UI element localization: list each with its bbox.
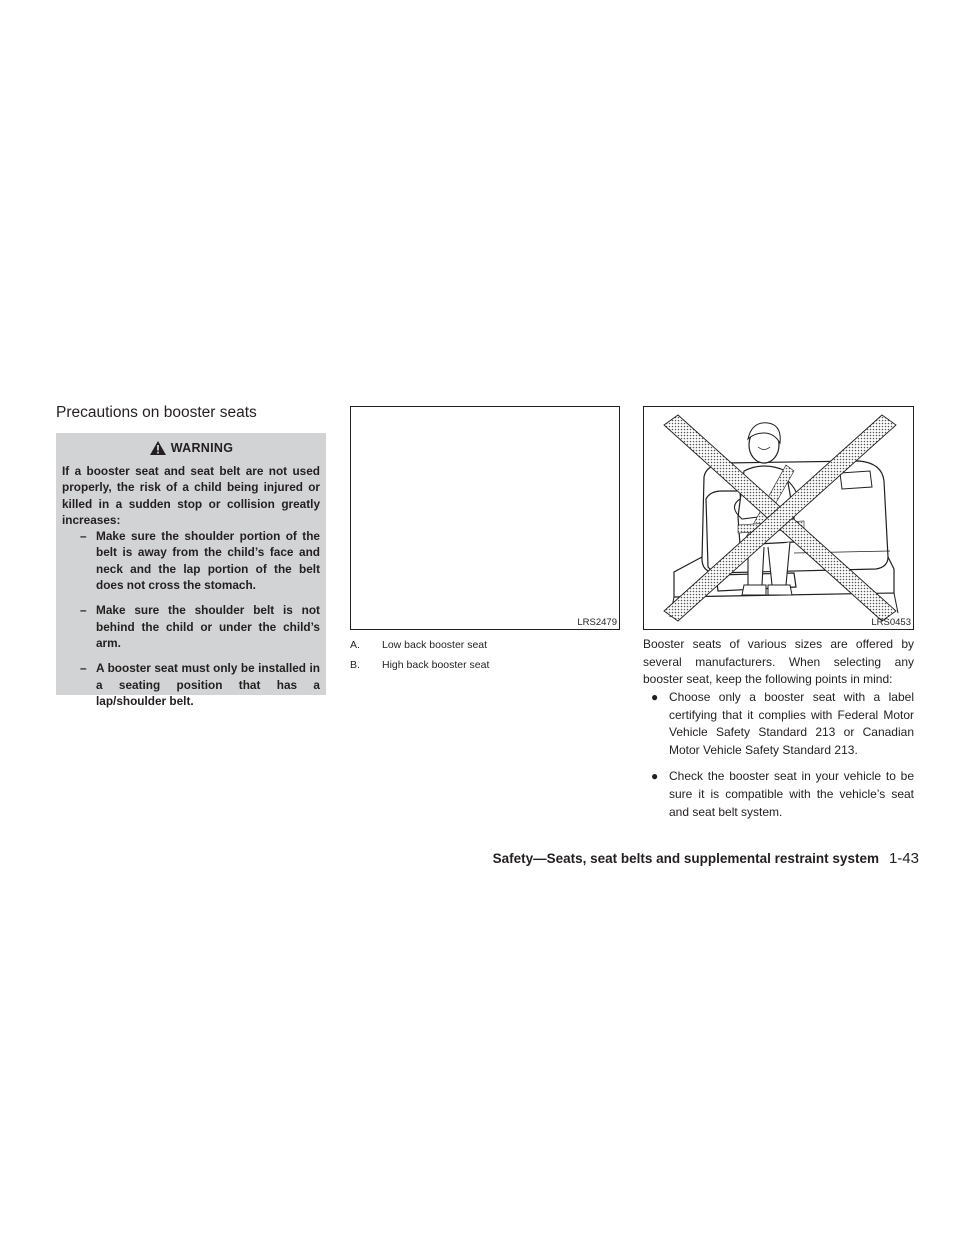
caption-text: Low back booster seat [382,639,488,651]
bullet-list [643,689,914,830]
caption-item [350,638,620,652]
warning-label: WARNING [170,441,234,455]
dash-marker: – [80,529,87,544]
warning-item [62,528,320,593]
dash-marker: – [80,603,87,618]
warning-triangle-icon [149,440,167,456]
caption-item [350,658,620,672]
bullet-marker: ● [651,769,659,784]
figure-code: LRS0453 [871,617,911,628]
warning-intro: If a booster seat and seat belt are not used properly, the risk of a child being injured or killed in a sudden stop or collision greatly increases: [62,464,320,527]
warning-list [62,528,320,709]
child-in-seat-illustration [644,407,913,629]
page-footer [493,850,919,867]
warning-item-text: Make sure the shoulder portion of the belt is away from the child’s face and neck and the lap portion of the belt does not cross the stomach. [96,529,320,593]
warning-item [62,602,320,651]
warning-item [62,660,320,709]
caption-text: High back booster seat [382,659,490,671]
warning-header [62,440,320,456]
warning-item-text: A booster seat must only be installed in a seating position that has a lap/shoulder belt. [96,661,320,708]
section-title: Precautions on booster seats [56,404,257,421]
bullet-item [643,768,914,821]
bullet-item [643,689,914,759]
warning-box [56,433,326,708]
caption-letter: B. [350,659,360,671]
caption-letter: A. [350,639,360,651]
body-paragraph: Booster seats of various sizes are offered by several manufacturers. When selecting any booster seat, keep the following points in mind: [643,637,914,687]
bullet-text: Check the booster seat in your vehicle to be sure it is compatible with the vehicle’s seat and seat belt system. [669,769,914,819]
figure-code: LRS2479 [577,617,617,628]
dash-marker: – [80,661,87,676]
footer-section-title: Safety—Seats, seat belts and supplemental restraint system [492,851,879,866]
page-number: 1-43 [888,850,919,867]
figure-captions [350,638,620,678]
bullet-marker: ● [651,690,659,704]
figure-booster-seats [350,406,620,630]
figure-incorrect-use [643,406,914,630]
warning-item-text: Make sure the shoulder belt is not behind the child or under the child’s arm. [96,603,320,650]
bullet-text: Choose only a booster seat with a label certifying that it complies with Federal Motor Vehicle Safety Standard 213 or Canadian Motor Vehicle Safety Standard 213. [669,690,914,757]
